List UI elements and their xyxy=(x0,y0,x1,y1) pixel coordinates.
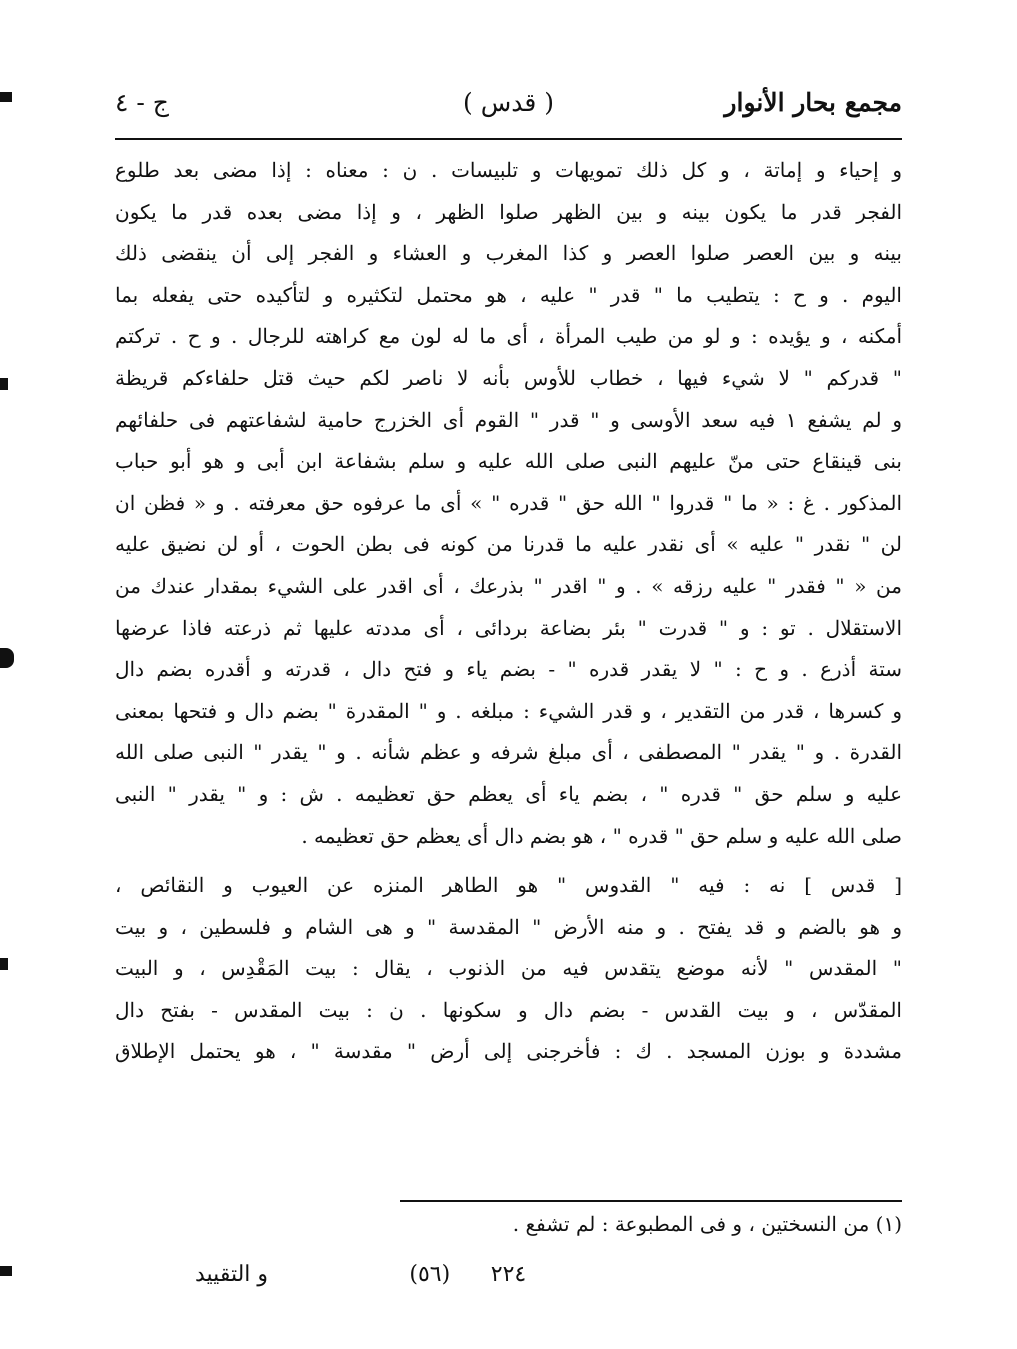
text-line: مشددة و بوزن المسجد . ك : فأخرجنى إلى أرض " مقدسة " ، هو يحتمل الإطلاق xyxy=(115,1039,902,1064)
margin-mark xyxy=(0,648,14,668)
text-line: عليه و سلم حق " قدره " ، بضم ياء أى يعظم حق تعظيمه . ش : و " يقدر " النبى xyxy=(115,781,902,806)
entry-heading: ( قدس ) xyxy=(463,88,554,117)
text-line: و لم يشفع ١ فيه سعد الأوسى و " قدر " القوم أى الخزرج حامية لشفاعتهم فى حلفائهم xyxy=(115,407,902,432)
footnote: (١) من النسختين ، و فى المطبوعة : لم تشفع . xyxy=(512,1212,902,1236)
margin-mark xyxy=(0,378,8,390)
margin-mark xyxy=(0,1266,12,1276)
text-line: " قدركم " لا شيء فيها ، خطاب للأوس بأنه لا ناصر لكم حيث قتل حلفاءكم قريظة xyxy=(115,365,902,390)
text-line: أمكنه ، و يؤيده : و لو من طيب المرأة ، أى ما له لون مع كراهته للرجال . و ح . تركتم xyxy=(115,324,902,349)
page-number: ٢٢٤ xyxy=(490,1262,527,1287)
page-footer xyxy=(115,1262,902,1298)
text-line: بنى قينقاع حتى منّ عليهم النبى صلى الله عليه و سلم بشفاعة ابن أبى و هو أبو حباب xyxy=(115,449,902,474)
text-line: و إحياء و إماتة ، و كل ذلك تمويهات و تلبيسات . ن : معناه : إذا مضى بعد طلوع xyxy=(115,158,902,182)
entry-start-line: [ قدس ] نه : فيه " القدوس " هو الطاهر المنزه عن العيوب و النقائص ، xyxy=(115,873,902,898)
text-line: القدرة . و " يقدر " المصطفى ، أى مبلغ شرفه و عظم شأنه . و " يقدر " النبى صلى الله xyxy=(115,740,902,765)
volume-label: ج - ٤ xyxy=(115,88,169,117)
margin-mark xyxy=(0,958,8,970)
text-line: " المقدس " لأنه موضع يتقدس فيه من الذنوب ، يقال : بيت المَقْدِس ، و البيت xyxy=(115,956,902,981)
footnote-rule xyxy=(400,1200,902,1202)
text-line: الفجر قدر ما يكون بينه و بين الظهر صلوا الظهر ، و إذا مضى بعده قدر ما يكون xyxy=(115,199,902,224)
text-line: الاستقلال . تو : و " قدرت " بئر بضاعة بردائى ، أى مددته عليها ثم ذرعته فاذا عرضها xyxy=(115,615,902,640)
text-line: لن " نقدر " عليه » أى نقدر عليه ما قدرنا من كونه فى بطن الحوت ، أو لن نضيق عليه xyxy=(115,532,902,557)
catchword: و التقييد xyxy=(195,1262,269,1287)
text-line: اليوم . و ح : يتطيب ما " قدر " عليه ، هو محتمل لتكثيره و لتأكيده حتى يفعله بما xyxy=(115,282,902,307)
text-line: المقدّس ، و بيت القدس - بضم دال و سكونها . ن : بيت المقدس - بفتح دال xyxy=(115,997,902,1022)
sheet-number: (٥٦) xyxy=(409,1262,451,1287)
text-line: صلى الله عليه و سلم حق " قدره " ، هو بضم دال أى يعظم حق تعظيمه . xyxy=(301,823,902,848)
main-text xyxy=(115,150,902,1073)
text-line: و هو بالضم و قد يفتح . و منه الأرض " المقدسة " و هى الشام و فلسطين ، و بيت xyxy=(115,914,902,939)
page-header xyxy=(115,88,902,132)
text-line: بينه و بين العصر صلوا العصر و كذا المغرب و العشاء و الفجر إلى أن ينقضى ذلك xyxy=(115,241,902,266)
header-rule xyxy=(115,138,902,140)
margin-mark xyxy=(0,92,12,102)
text-line: ستة أذرع . و ح : " لا يقدر قدره " - بضم ياء و فتح دال ، قدرته و أقدره بضم دال xyxy=(115,657,902,682)
text-line: من « " فقدر " عليه رزقه » . و " اقدر " بذرعك ، أى اقدر على الشيء بمقدار عندك من xyxy=(115,573,902,598)
text-line: المذكور . غ : « ما " قدروا " الله حق " قدره " » أى ما عرفوه حق معرفته . و « فظن ان xyxy=(115,490,902,515)
book-title: مجمع بحار الأنوار xyxy=(724,88,902,117)
text-line: و كسرها ، قدر من التقدير ، و قدر الشيء : مبلغه . و " المقدرة " بضم دال و فتحها بمعنى xyxy=(115,698,902,723)
